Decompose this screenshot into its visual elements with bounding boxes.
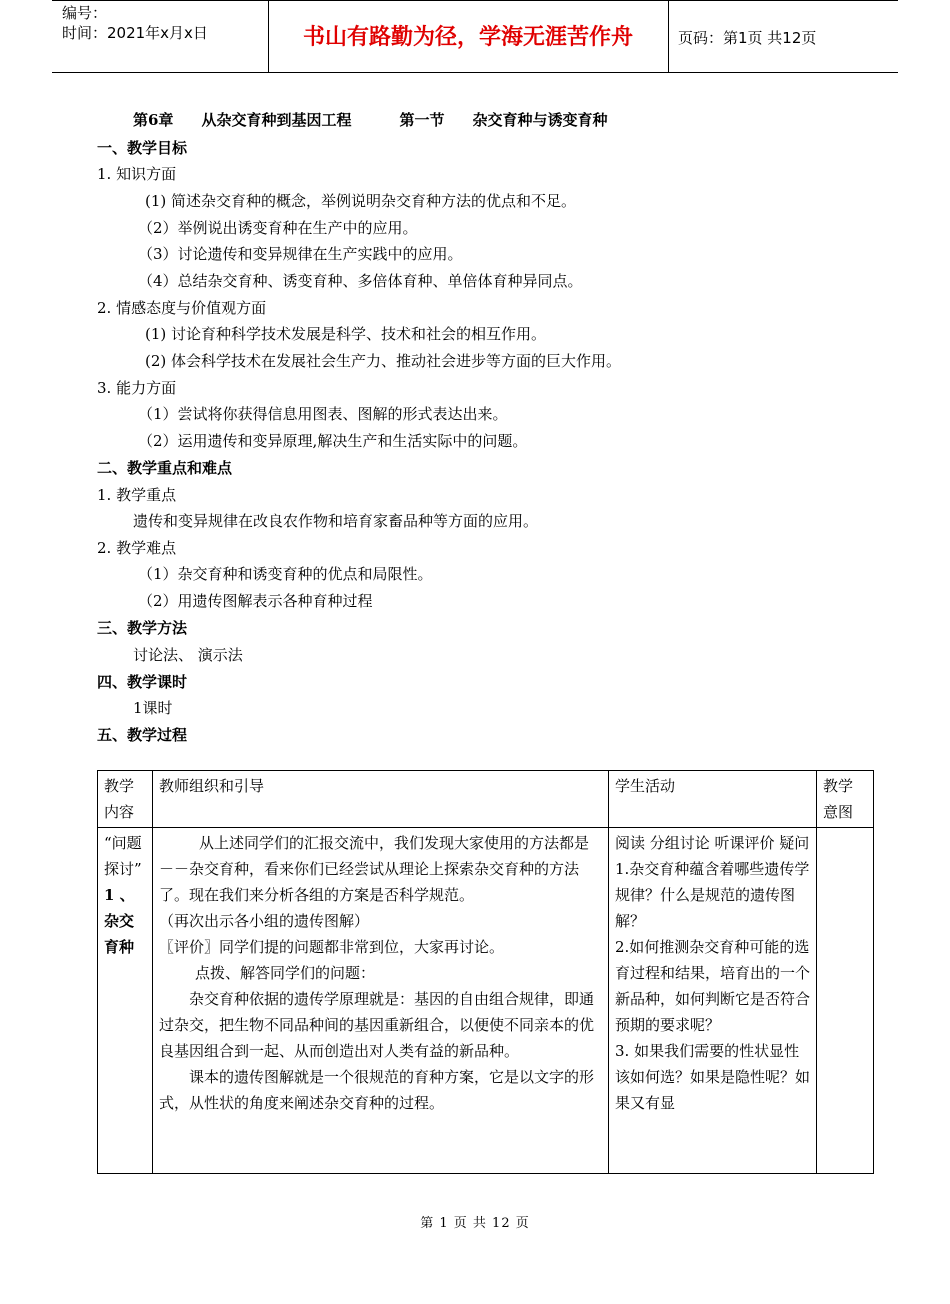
knowledge-item: （3）讨论遗传和变异规律在生产实践中的应用。 xyxy=(138,245,463,263)
focus-label: 1. 教学重点 xyxy=(97,486,177,504)
chapter-number: 第6章 xyxy=(133,111,174,129)
methods-heading: 三、教学方法 xyxy=(97,619,188,637)
student-paragraph: 阅读 分组讨论 听课评价 疑问 xyxy=(615,834,810,852)
header-number: 编号： xyxy=(62,4,108,22)
teacher-cell xyxy=(153,828,609,1174)
header-cell-content: 教学内容 xyxy=(98,771,153,828)
knowledge-item: (1) 简述杂交育种的概念，举例说明杂交育种方法的优点和不足。 xyxy=(145,192,577,210)
emotion-label: 2. 情感态度与价值观方面 xyxy=(97,299,267,317)
student-cell xyxy=(609,828,817,1174)
teacher-paragraph: 〖评价〗同学们提的问题都非常到位，大家再讨论。 xyxy=(159,938,505,956)
difficulty-item: （1）杂交育种和诱变育种的优点和局限性。 xyxy=(138,565,433,583)
teacher-paragraph: （再次出示各小组的遗传图解） xyxy=(159,912,370,930)
knowledge-item: （4）总结杂交育种、诱变育种、多倍体育种、单倍体育种异同点。 xyxy=(138,272,583,290)
chapter-title: 从杂交育种到基因工程 xyxy=(201,111,352,129)
ability-item: （2）运用遗传和变异原理,解决生产和生活实际中的问题。 xyxy=(138,432,528,450)
ability-item: （1）尝试将你获得信息用图表、图解的形式表达出来。 xyxy=(138,405,508,423)
knowledge-label: 1. 知识方面 xyxy=(97,165,177,183)
teacher-paragraph: 从上述同学们的汇报交流中，我们发现大家使用的方法都是－－杂交育种，看来你们已经尝试从理论上探索杂交育种的方法了。现在我们来分析各组的方案是否科学规范。 xyxy=(159,834,590,904)
table-header-row xyxy=(98,771,874,828)
difficulty-item: （2）用遗传图解表示各种育种过程 xyxy=(138,592,373,610)
content-subtopic: 1 、杂交育种 xyxy=(104,886,135,956)
process-heading: 五、教学过程 xyxy=(97,726,188,744)
header-page-info: 页码：第1页 共12页 xyxy=(678,29,817,47)
header-bottom-border xyxy=(52,72,898,73)
process-table xyxy=(97,770,874,1174)
header-cell-teacher: 教师组织和引导 xyxy=(153,771,609,828)
header-divider-right xyxy=(668,0,669,72)
student-paragraph: 2.如何推测杂交育种可能的选育过程和结果，培育出的一个新品种，如何判断它是否符合预期的要求呢？ xyxy=(615,938,811,1034)
emotion-item: (2) 体会科学技术在发展社会生产力、推动社会进步等方面的巨大作用。 xyxy=(145,352,622,370)
keypoints-heading: 二、教学重点和难点 xyxy=(97,459,233,477)
ability-label: 3. 能力方面 xyxy=(97,379,177,397)
knowledge-item: （2）举例说出诱变育种在生产中的应用。 xyxy=(138,219,418,237)
teacher-paragraph: 点拨、解答同学们的问题： xyxy=(195,964,376,982)
student-paragraph: 1.杂交育种蕴含着哪些遗传学规律？什么是规范的遗传图解？ xyxy=(615,860,810,930)
hours-heading: 四、教学课时 xyxy=(97,673,188,691)
page-footer: 第 1 页 共 12 页 xyxy=(420,1216,530,1231)
hours-text: 1课时 xyxy=(133,699,173,717)
teacher-paragraph: 课本的遗传图解就是一个很规范的育种方案，它是以文字的形式，从性状的角度来阐述杂交育种的过程。 xyxy=(159,1068,595,1112)
methods-text: 讨论法、 演示法 xyxy=(133,646,243,664)
student-paragraph: 3. 如果我们需要的性状显性该如何选？如果是隐性呢？如果又有显 xyxy=(615,1042,811,1112)
section-number: 第一节 xyxy=(399,111,445,129)
header-meta xyxy=(62,3,208,43)
table-row xyxy=(98,828,874,1174)
section-title: 杂交育种与诱变育种 xyxy=(472,111,608,129)
objectives-heading: 一、教学目标 xyxy=(97,139,188,157)
header-cell-intent: 教学意图 xyxy=(817,771,874,828)
emotion-item: (1) 讨论育种科学技术发展是科学、技术和社会的相互作用。 xyxy=(145,325,547,343)
header-slogan: 书山有路勤为径，学海无涯苦作舟 xyxy=(302,25,633,50)
difficulty-label: 2. 教学难点 xyxy=(97,539,177,557)
document-title xyxy=(133,109,607,130)
content-topic: “问题探讨” xyxy=(104,834,142,878)
header-cell-student: 学生活动 xyxy=(609,771,817,828)
content-cell xyxy=(98,828,153,1174)
header-time: 时间：2021年x月x日 xyxy=(62,24,208,42)
teacher-paragraph: 杂交育种依据的遗传学原理就是：基因的自由组合规律，即通过杂交，把生物不同品种间的基因重新组合，以便使不同亲本的优良基因组合到一起、从而创造出对人类有益的新品种。 xyxy=(159,990,595,1060)
header-top-border xyxy=(52,0,898,1)
focus-text: 遗传和变异规律在改良农作物和培育家畜品种等方面的应用。 xyxy=(133,512,539,530)
intent-cell xyxy=(817,828,874,1174)
